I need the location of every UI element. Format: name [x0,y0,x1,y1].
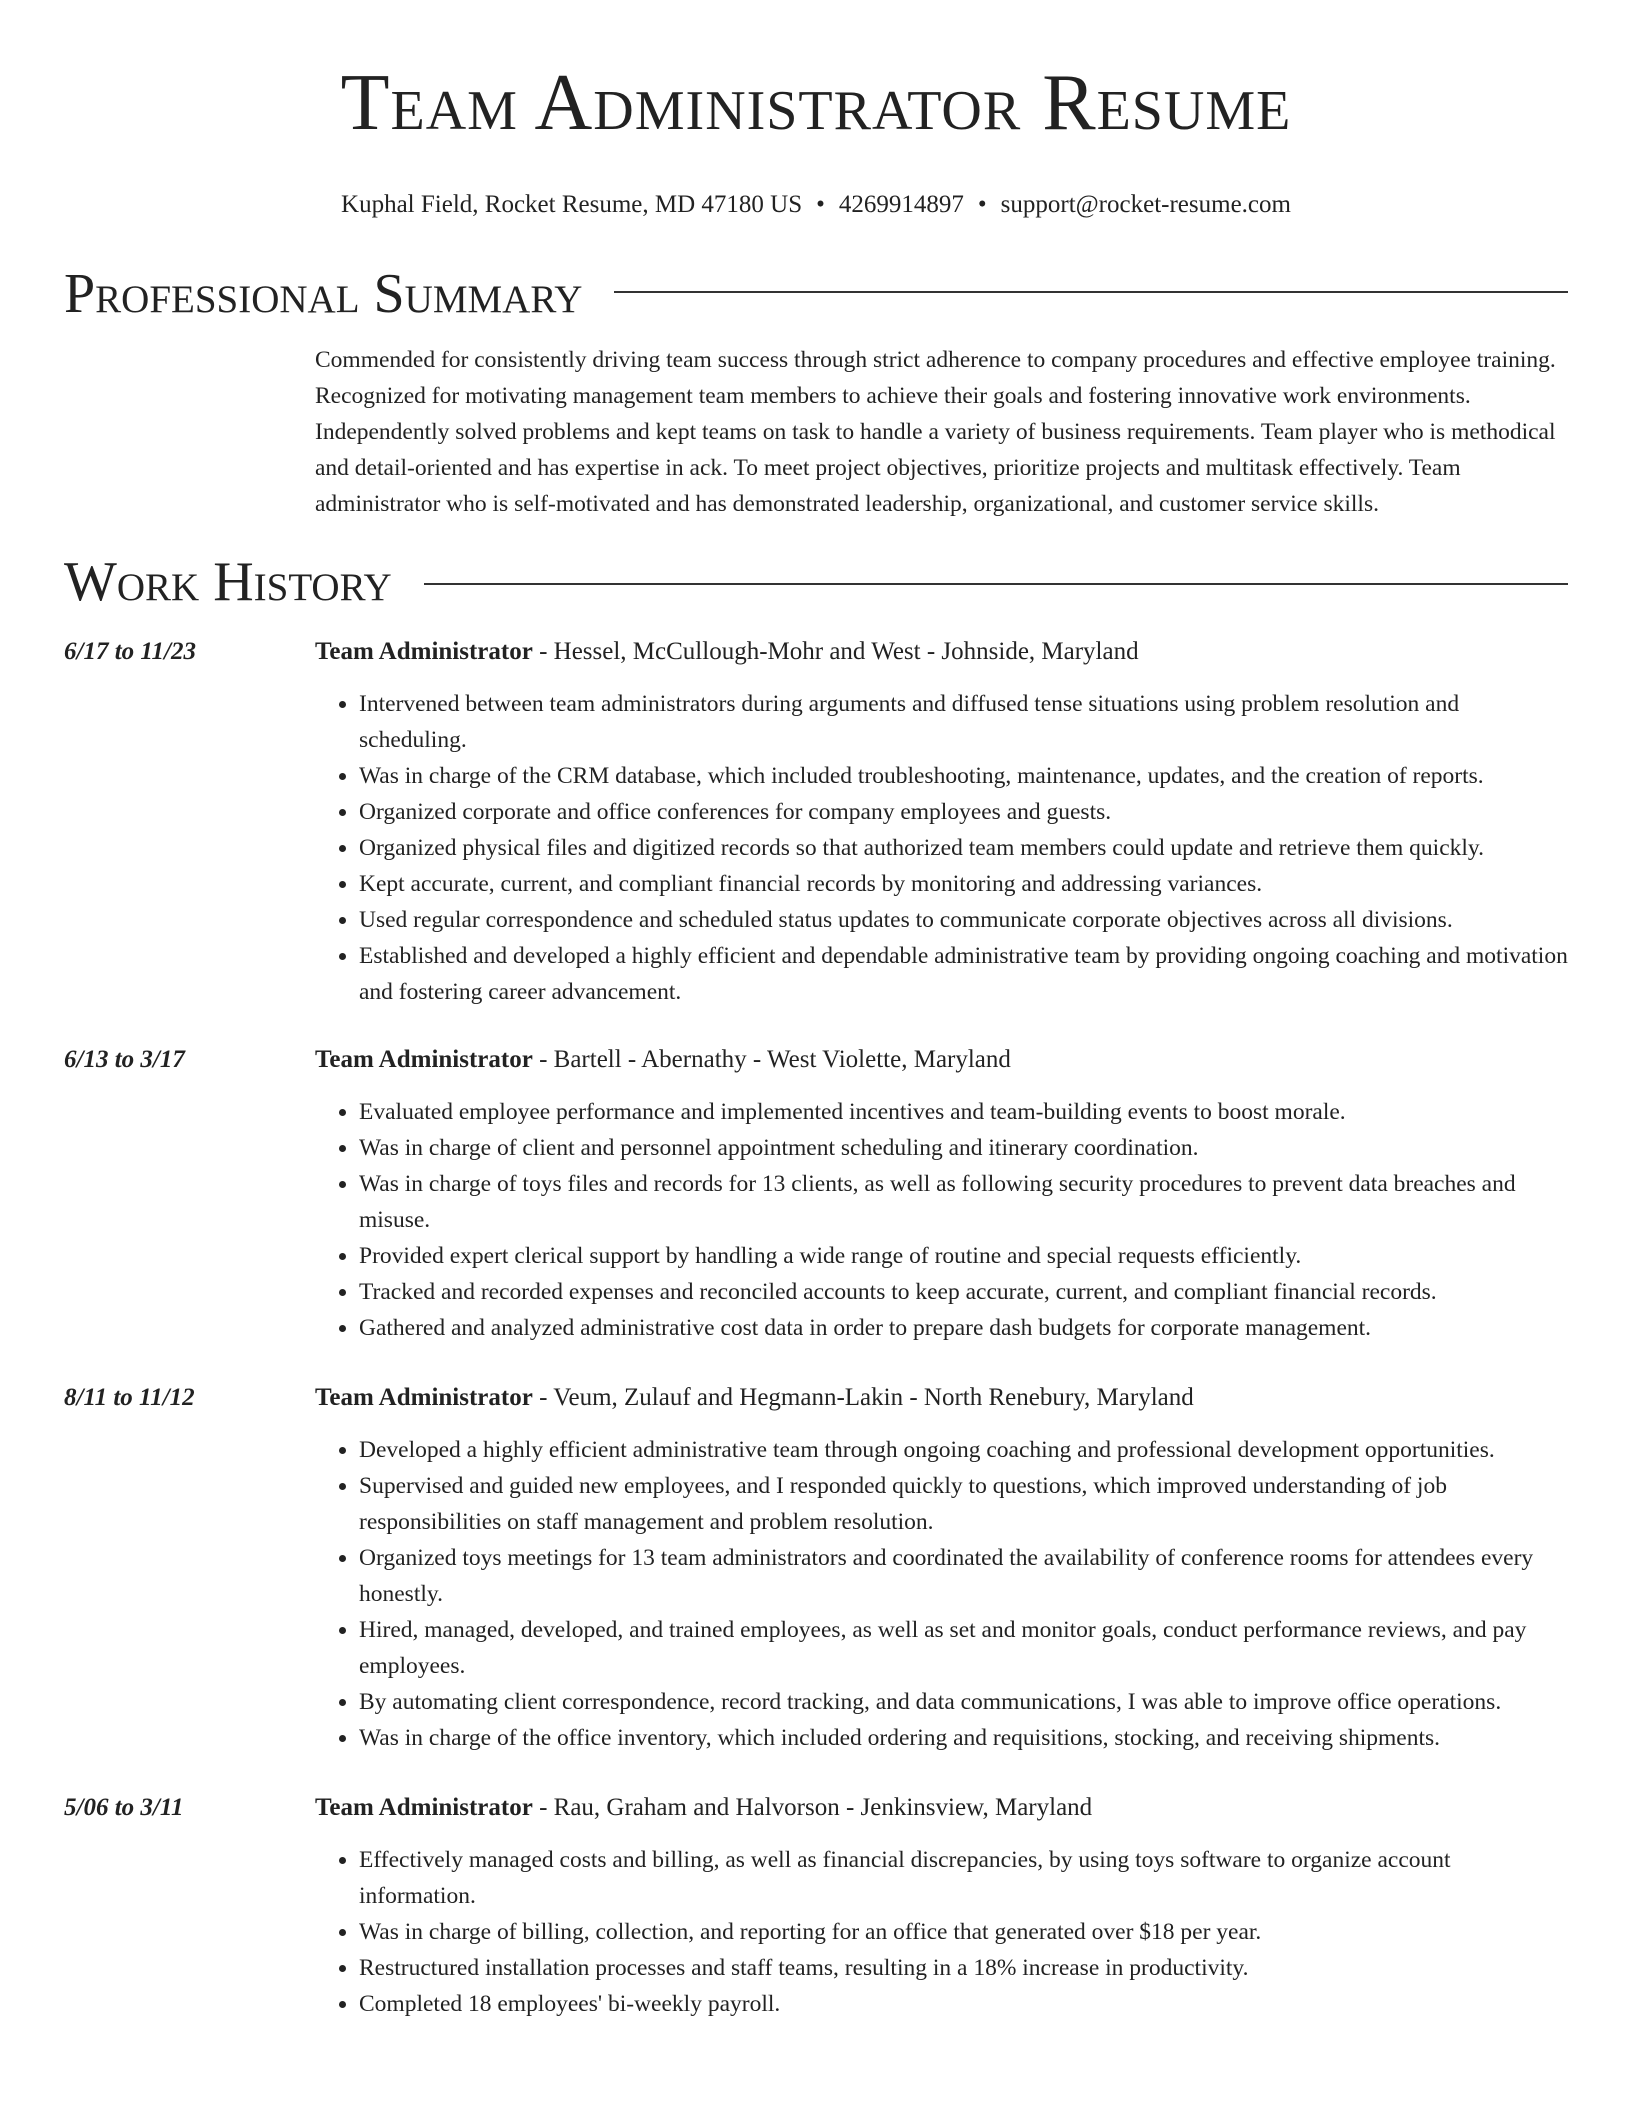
job-position: Team Administrator [315,638,533,665]
job-dates: 5/06 to 3/11 [64,1794,184,1821]
job-bullet-list [315,1432,1568,1756]
job-bullet: • Intervened between team administrators during arguments and diffused tense situations using problem resolution and scheduling. [359,686,1568,758]
section-divider [614,291,1568,293]
summary-heading: Professional Summary [64,263,583,325]
job-bullet: • Was in charge of the CRM database, which included troubleshooting, maintenance, updates, and the creation of reports. [359,758,1568,794]
job-bullet: • Was in charge of the office inventory, which included ordering and requisitions, stocking, and receiving shipments. [359,1720,1568,1756]
contact-phone: 4269914897 [838,191,964,218]
summary-text: Commended for consistently driving team success through strict adherence to company procedures and effective employee training. Recognized for motivating management team members to achieve their goals and fostering innovative work environments. Independently solved problems and kept teams on task to handle a variety of business requirements. Team player who is methodical and detail-oriented and has expertise in ack. To meet project objectives, prioritize projects and multitask effectively. Team administrator who is self-motivated and has demonstrated leadership, organizational, and customer service skills. [315,347,1556,517]
job-position: Team Administrator [315,1384,533,1411]
contact-separator: • [816,191,825,218]
job-title-line [315,1380,1568,1416]
job-bullet-list [315,1094,1568,1346]
job-bullet: • Completed 18 employees' bi-weekly payroll. [359,1986,1568,2022]
job-bullet: • Supervised and guided new employees, and I responded quickly to questions, which improved understanding of job responsibilities on staff management and problem resolution. [359,1468,1568,1540]
job-employer: - Hessel, McCullough-Mohr and West - Johnside, Maryland [532,638,1139,665]
job-list [0,634,1632,2022]
job-dates: 8/11 to 11/12 [64,1384,195,1411]
work-history-section-header [64,550,1568,614]
job-position: Team Administrator [315,1794,533,1821]
section-divider [424,583,1568,585]
contact-line [0,190,1632,220]
job-bullet: • Organized corporate and office conferences for company employees and guests. [359,794,1568,830]
job-bullet: • Restructured installation processes and staff teams, resulting in a 18% increase in productivity. [359,1950,1568,1986]
job-entry [64,634,1568,1010]
job-bullet: • Established and developed a highly efficient and dependable administrative team by providing ongoing coaching and motivation and fostering career advancement. [359,938,1568,1010]
job-entry [64,1042,1568,1346]
job-employer: - Veum, Zulauf and Hegmann-Lakin - North Renebury, Maryland [532,1384,1194,1411]
job-dates: 6/13 to 3/17 [64,1046,185,1073]
job-bullet: • By automating client correspondence, record tracking, and data communications, I was able to improve office operations. [359,1684,1568,1720]
job-details [315,634,1568,1010]
job-position: Team Administrator [315,1046,533,1073]
job-bullet-list [315,1842,1568,2022]
job-employer: - Bartell - Abernathy - West Violette, Maryland [532,1046,1011,1073]
job-title-line [315,634,1568,670]
job-details [315,1042,1568,1346]
job-bullet: • Evaluated employee performance and implemented incentives and team-building events to boost morale. [359,1094,1568,1130]
resume-title: Team Administrator Resume [340,59,1292,147]
job-bullet: • Hired, managed, developed, and trained employees, as well as set and monitor goals, conduct performance reviews, and pay employees. [359,1612,1568,1684]
job-entry [64,1790,1568,2022]
job-entry [64,1380,1568,1756]
job-bullet: • Provided expert clerical support by handling a wide range of routine and special requests efficiently. [359,1238,1568,1274]
job-bullet-list [315,686,1568,1010]
job-title-line [315,1042,1568,1078]
job-details [315,1380,1568,1756]
job-title-line [315,1790,1568,1826]
job-bullet: • Gathered and analyzed administrative cost data in order to prepare dash budgets for corporate management. [359,1310,1568,1346]
job-bullet: • Used regular correspondence and scheduled status updates to communicate corporate objectives across all divisions. [359,902,1568,938]
job-employer: - Rau, Graham and Halvorson - Jenkinsview, Maryland [532,1794,1093,1821]
job-details [315,1790,1568,2022]
job-bullet: • Was in charge of billing, collection, and reporting for an office that generated over $18 per year. [359,1914,1568,1950]
job-bullet: • Organized physical files and digitized records so that authorized team members could update and retrieve them quickly. [359,830,1568,866]
job-bullet: • Tracked and recorded expenses and reconciled accounts to keep accurate, current, and compliant financial records. [359,1274,1568,1310]
contact-address: Kuphal Field, Rocket Resume, MD 47180 US [341,191,803,218]
job-bullet: • Kept accurate, current, and compliant financial records by monitoring and addressing variances. [359,866,1568,902]
contact-email: support@rocket-resume.com [1000,191,1291,218]
summary-section-header [64,262,1568,326]
job-bullet: • Effectively managed costs and billing, as well as financial discrepancies, by using toys software to organize account information. [359,1842,1568,1914]
job-bullet: • Was in charge of client and personnel appointment scheduling and itinerary coordination. [359,1130,1568,1166]
job-bullet: • Organized toys meetings for 13 team administrators and coordinated the availability of conference rooms for attendees every honestly. [359,1540,1568,1612]
work-history-heading: Work History [64,551,392,613]
job-bullet: • Developed a highly efficient administrative team through ongoing coaching and professional development opportunities. [359,1432,1568,1468]
job-dates: 6/17 to 11/23 [64,638,196,665]
job-bullet: • Was in charge of toys files and records for 13 clients, as well as following security procedures to prevent data breaches and misuse. [359,1166,1568,1238]
contact-separator: • [977,191,987,218]
